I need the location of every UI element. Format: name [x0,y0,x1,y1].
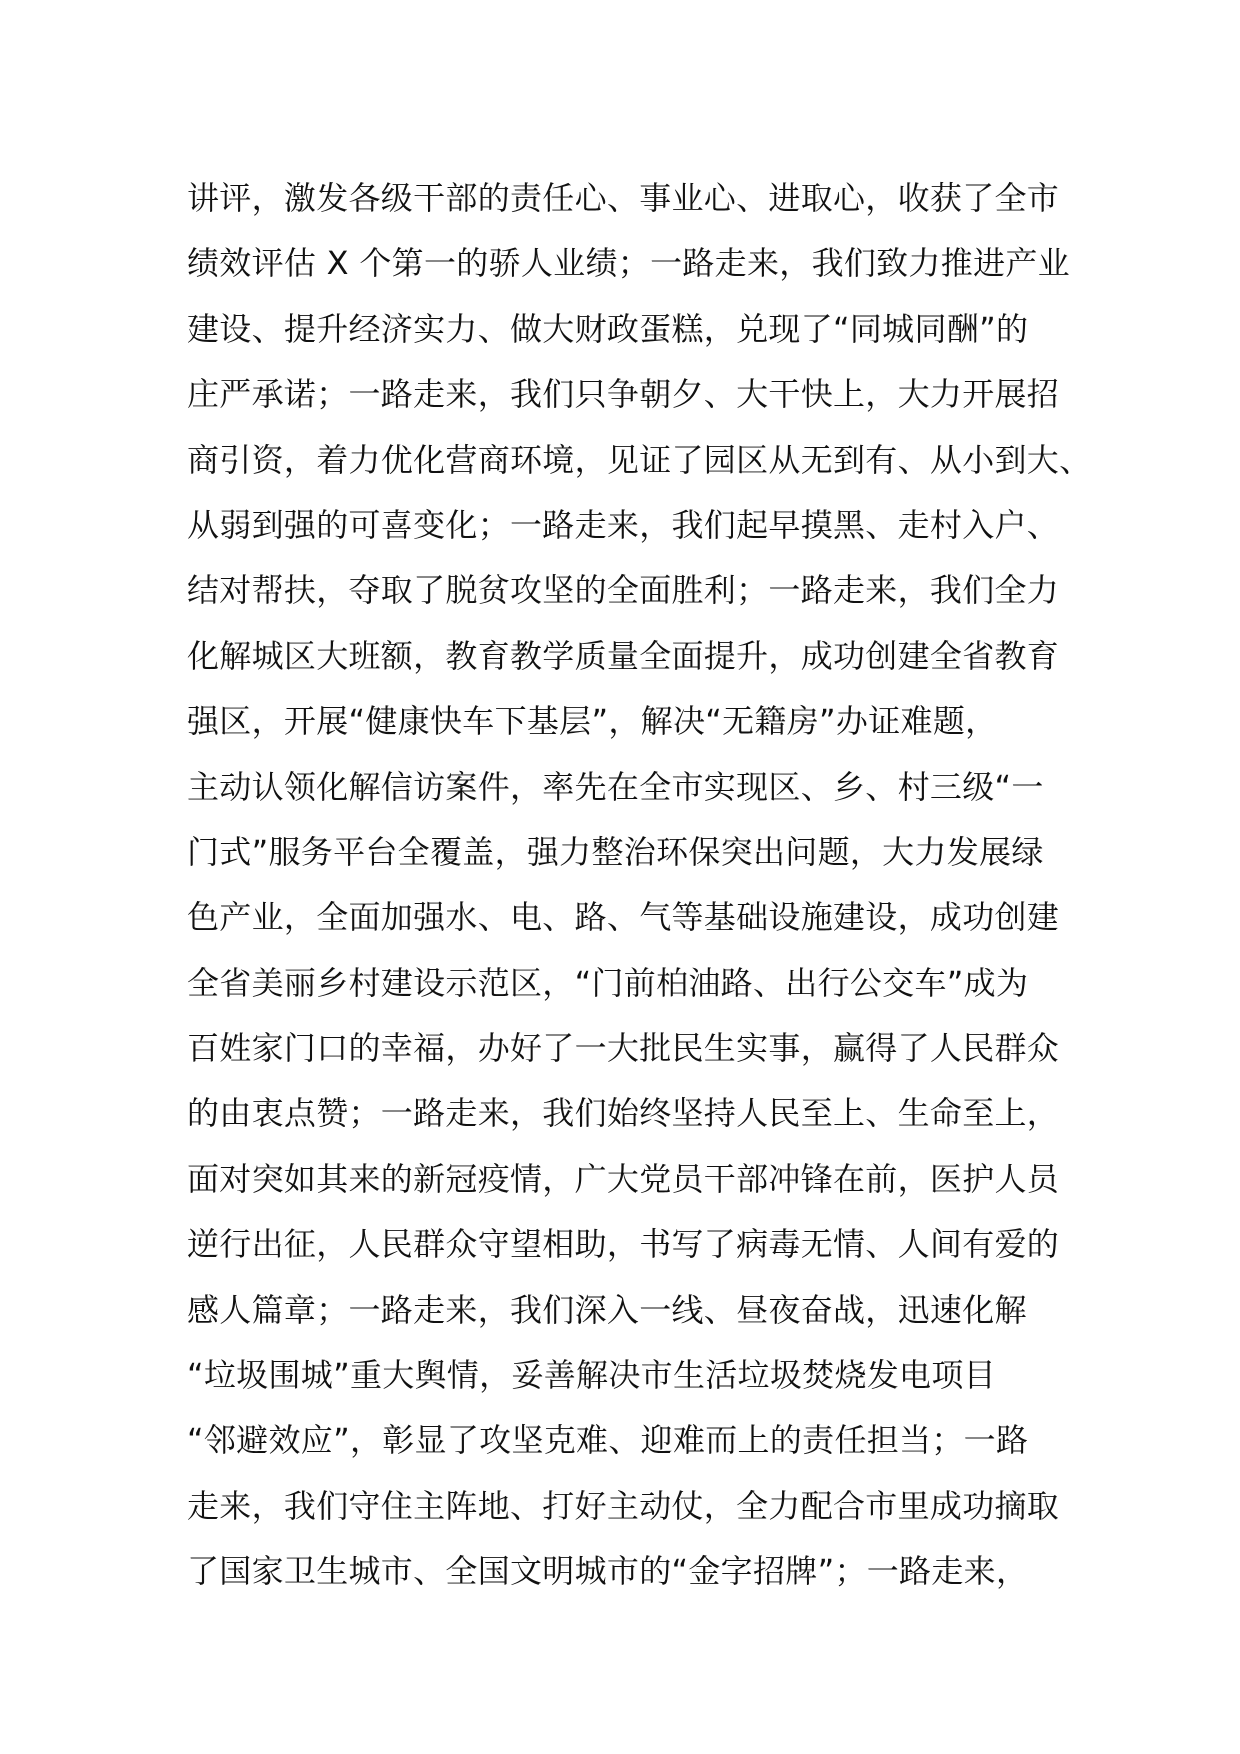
text-line: 门式”服务平台全覆盖，强力整治环保突出问题，大力发展绿 [187,832,1044,871]
text-line: 庄严承诺；一路走来，我们只争朝夕、大干快上，大力开展招 [187,375,1060,414]
text-line: 讲评，激发各级干部的责任心、事业心、进取心，收获了全市 [187,179,1060,217]
text-line: 全省美丽乡村建设示范区，“门前柏油路、出行公交车”成为 [187,963,1029,1002]
text-line: 走来，我们守住主阵地、打好主动仗，全力配合市里成功摘取 [187,1486,1060,1525]
text-line: “垃圾围城”重大舆情，妥善解决市生活垃圾焚烧发电项目 [187,1356,996,1395]
text-line: 建设、提升经济实力、做大财政蛋糕，兑现了“同城同酬”的 [187,309,1029,348]
text-line: 面对突如其来的新冠疫情，广大党员干部冲锋在前，医护人员 [187,1159,1060,1198]
text-line: “邻避效应”，彰显了攻坚克难、迎难而上的责任担当；一路 [187,1421,1029,1460]
text-line: 的由衷点赞；一路走来，我们始终坚持人民至上、生命至上， [187,1094,1060,1133]
text-line: 逆行出征，人民群众守望相助，书写了病毒无情、人间有爱的 [187,1225,1060,1264]
text-line: 商引资，着力优化营商环境，见证了园区从无到有、从小到大、 [187,440,1092,479]
text-line: 主动认领化解信访案件，率先在全市实现区、乡、村三级“一 [187,767,1044,806]
text-line: 绩效评估 X 个第一的骄人业绩；一路走来，我们致力推进产业 [187,244,1070,283]
text-line: 从弱到强的可喜变化；一路走来，我们起早摸黑、走村入户、 [187,505,1060,544]
text-line: 色产业，全面加强水、电、路、气等基础设施建设，成功创建 [187,898,1060,937]
text-line: 结对帮扶，夺取了脱贫攻坚的全面胜利；一路走来，我们全力 [187,571,1060,610]
text-line: 了国家卫生城市、全国文明城市的“金字招牌”；一路走来， [187,1552,1029,1591]
body-text [187,166,1092,1605]
text-line: 感人篇章；一路走来，我们深入一线、昼夜奋战，迅速化解 [187,1290,1027,1329]
text-line: 强区，开展“健康快车下基层”，解决“无籍房”办证难题， [187,702,998,741]
text-line: 百姓家门口的幸福，办好了一大批民生实事，赢得了人民群众 [187,1029,1060,1068]
text-line: 化解城区大班额，教育教学质量全面提升，成功创建全省教育 [187,636,1060,675]
